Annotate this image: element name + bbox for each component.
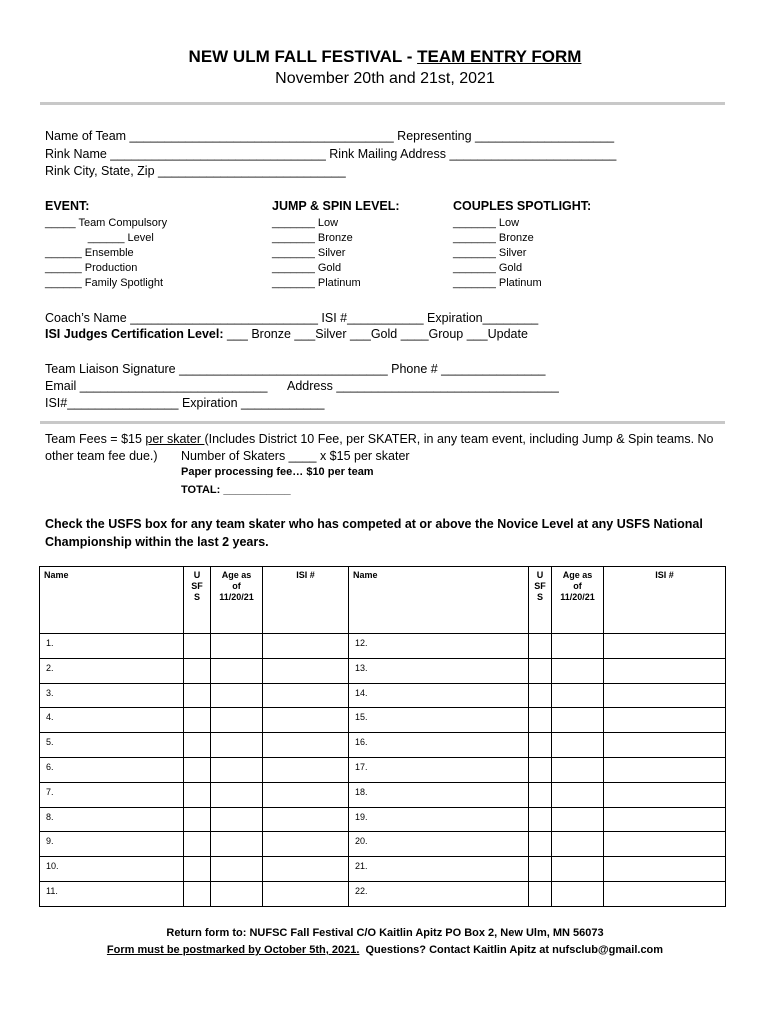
usfs-checkbox-cell[interactable] [184,857,211,882]
age-cell[interactable] [211,832,263,857]
postmark-note [0,944,770,956]
jump-item[interactable]: _______ Bronze [272,232,353,244]
age-cell[interactable] [552,733,604,758]
name-cell[interactable]: 15. [349,708,529,733]
usfs-checkbox-cell[interactable] [529,634,552,659]
usfs-checkbox-cell[interactable] [529,658,552,683]
name-cell[interactable]: 17. [349,757,529,782]
header-age: Age as of 11/20/21 [211,567,263,634]
age-cell[interactable] [211,733,263,758]
fees-underlined: per skater [145,432,205,446]
usfs-checkbox-cell[interactable] [529,807,552,832]
isi-cell[interactable] [263,881,349,906]
table-row [40,683,726,708]
event-item[interactable]: ______ Level [45,232,154,244]
name-cell[interactable]: 9. [40,832,184,857]
liaison-line[interactable]: Team Liaison Signature ______________________________ Phone # _______________ [45,362,546,376]
form-subtitle: November 20th and 21st, 2021 [275,70,495,87]
isi-cell[interactable] [263,708,349,733]
isi-cell[interactable] [604,708,726,733]
table-row [40,708,726,733]
return-address: Return form to: NUFSC Fall Festival C/O Kaitlin Apitz PO Box 2, New Ulm, MN 56073 [166,927,604,939]
usfs-checkbox-cell[interactable] [184,807,211,832]
usfs-checkbox-cell[interactable] [184,658,211,683]
isi-cell[interactable] [263,757,349,782]
couples-item[interactable]: _______ Bronze [453,232,534,244]
email-line[interactable]: Email ___________________________ [45,379,268,393]
table-row [40,881,726,906]
jump-heading: JUMP & SPIN LEVEL: [272,199,400,213]
usfs-instructions-2: Championship within the last 2 years. [45,535,269,549]
name-cell[interactable]: 6. [40,757,184,782]
team-name-line[interactable]: Name of Team ______________________________________ Representing ____________________ [45,129,615,143]
fees-line2-left: other team fee due.) [45,449,158,463]
rink-name-line[interactable]: Rink Name _______________________________ Rink Mailing Address ________________________ [45,147,617,161]
fees-line [45,432,714,446]
liaison-isi-line[interactable]: ISI#________________ Expiration ____________ [45,396,325,410]
event-item[interactable]: ______ Family Spotlight [45,277,164,289]
postmark-deadline: Form must be postmarked by October 5th, 2021. [106,944,360,956]
rink-city-line[interactable]: Rink City, State, Zip ___________________________ [45,164,346,178]
event-list [45,216,167,291]
couples-item[interactable]: _______ Platinum [453,277,542,289]
age-cell[interactable] [211,708,263,733]
usfs-checkbox-cell[interactable] [184,832,211,857]
table-header-row [40,567,726,634]
isi-cell[interactable] [604,782,726,807]
usfs-checkbox-cell[interactable] [184,881,211,906]
age-cell[interactable] [211,757,263,782]
isi-cell[interactable] [263,733,349,758]
jump-item[interactable]: _______ Platinum [272,277,361,289]
name-cell[interactable]: 20. [349,832,529,857]
age-cell[interactable] [211,634,263,659]
name-cell[interactable]: 7. [40,782,184,807]
isi-cell[interactable] [604,757,726,782]
skater-table [39,566,726,907]
name-cell[interactable]: 14. [349,683,529,708]
age-cell[interactable] [211,658,263,683]
isi-cell[interactable] [604,658,726,683]
age-cell[interactable] [552,683,604,708]
couples-item[interactable]: _______ Silver [453,247,527,259]
usfs-checkbox-cell[interactable] [529,708,552,733]
name-cell[interactable]: 3. [40,683,184,708]
age-cell[interactable] [211,807,263,832]
name-cell[interactable]: 5. [40,733,184,758]
usfs-checkbox-cell[interactable] [529,757,552,782]
age-cell[interactable] [552,832,604,857]
usfs-checkbox-cell[interactable] [529,881,552,906]
usfs-checkbox-cell[interactable] [529,832,552,857]
fees-prefix: Team Fees = $15 [45,432,146,446]
isi-cell[interactable] [263,832,349,857]
name-cell[interactable]: 18. [349,782,529,807]
processing-fee: Paper processing fee… $10 per team [181,466,374,478]
isi-cell[interactable] [263,782,349,807]
title-prefix: NEW ULM FALL FESTIVAL - [188,47,418,66]
isi-cell[interactable] [263,857,349,882]
header-isi: ISI # [604,567,726,634]
usfs-checkbox-cell[interactable] [529,782,552,807]
coach-line[interactable]: Coach’s Name ___________________________ ISI #___________ Expiration________ [45,311,539,325]
total-line[interactable]: TOTAL: ___________ [181,484,291,496]
title-underlined: TEAM ENTRY FORM [417,47,582,66]
usfs-checkbox-cell[interactable] [184,683,211,708]
usfs-checkbox-cell[interactable] [184,782,211,807]
judges-line[interactable] [45,327,528,341]
isi-cell[interactable] [263,634,349,659]
header-name: Name [40,567,184,634]
couples-item[interactable]: _______ Gold [453,262,523,274]
isi-cell[interactable] [604,807,726,832]
name-cell[interactable]: 16. [349,733,529,758]
age-cell[interactable] [552,857,604,882]
contact-info: Questions? Contact Kaitlin Apitz at nufsclub@gmail.com [359,944,664,956]
couples-heading: COUPLES SPOTLIGHT: [453,199,592,213]
jump-item[interactable]: _______ Silver [272,247,346,259]
table-row [40,658,726,683]
usfs-checkbox-cell[interactable] [529,857,552,882]
couples-list [453,216,542,291]
name-cell[interactable]: 11. [40,881,184,906]
age-cell[interactable] [211,782,263,807]
header-isi: ISI # [263,567,349,634]
skater-count-line[interactable]: Number of Skaters ____ x $15 per skater [181,449,410,463]
table-row [40,733,726,758]
age-cell[interactable] [552,708,604,733]
name-cell[interactable]: 2. [40,658,184,683]
event-item[interactable]: ______ Production [45,262,138,274]
divider [40,421,725,424]
name-cell[interactable]: 21. [349,857,529,882]
usfs-checkbox-cell[interactable] [184,708,211,733]
age-cell[interactable] [552,881,604,906]
usfs-checkbox-cell[interactable] [184,757,211,782]
isi-cell[interactable] [604,733,726,758]
name-cell[interactable]: 10. [40,857,184,882]
isi-cell[interactable] [604,634,726,659]
age-cell[interactable] [211,857,263,882]
header-name: Name [349,567,529,634]
event-item[interactable]: _____ Team Compulsory [45,217,168,229]
name-cell[interactable]: 8. [40,807,184,832]
table-row [40,757,726,782]
isi-cell[interactable] [263,807,349,832]
form-title [0,47,770,67]
usfs-checkbox-cell[interactable] [529,733,552,758]
event-item[interactable]: ______ Ensemble [45,247,134,259]
usfs-checkbox-cell[interactable] [184,733,211,758]
address-line[interactable]: Address ________________________________ [287,379,559,393]
jump-list [272,216,361,291]
age-cell[interactable] [552,658,604,683]
usfs-instructions: Check the USFS box for any team skater who has competed at or above the Novice Level at any USFS National [45,517,703,531]
usfs-checkbox-cell[interactable] [184,634,211,659]
table-row [40,857,726,882]
name-cell[interactable]: 4. [40,708,184,733]
name-cell[interactable]: 1. [40,634,184,659]
isi-cell[interactable] [604,832,726,857]
header-usfs: U SF S [529,567,552,634]
name-cell[interactable]: 12. [349,634,529,659]
header-usfs: U SF S [184,567,211,634]
judges-options[interactable]: ___ Bronze ___Silver ___Gold ____Group ___Update [223,327,528,341]
fees-rest: (Includes District 10 Fee, per SKATER, in any team event, including Jump & Spin teams. No [204,432,714,446]
table-row [40,782,726,807]
name-cell[interactable]: 22. [349,881,529,906]
name-cell[interactable]: 13. [349,658,529,683]
name-cell[interactable]: 19. [349,807,529,832]
age-cell[interactable] [552,757,604,782]
couples-item[interactable]: _______ Low [453,217,520,229]
age-cell[interactable] [552,782,604,807]
table-row [40,807,726,832]
jump-item[interactable]: _______ Low [272,217,339,229]
isi-cell[interactable] [263,683,349,708]
table-row [40,634,726,659]
isi-cell[interactable] [604,857,726,882]
judges-label: ISI Judges Certification Level: [45,327,224,341]
jump-item[interactable]: _______ Gold [272,262,342,274]
isi-cell[interactable] [604,683,726,708]
age-cell[interactable] [211,683,263,708]
header-age: Age as of 11/20/21 [552,567,604,634]
divider [40,102,725,105]
table-row [40,832,726,857]
usfs-checkbox-cell[interactable] [529,683,552,708]
event-heading: EVENT: [45,199,90,213]
isi-cell[interactable] [263,658,349,683]
age-cell[interactable] [552,634,604,659]
age-cell[interactable] [552,807,604,832]
isi-cell[interactable] [604,881,726,906]
age-cell[interactable] [211,881,263,906]
